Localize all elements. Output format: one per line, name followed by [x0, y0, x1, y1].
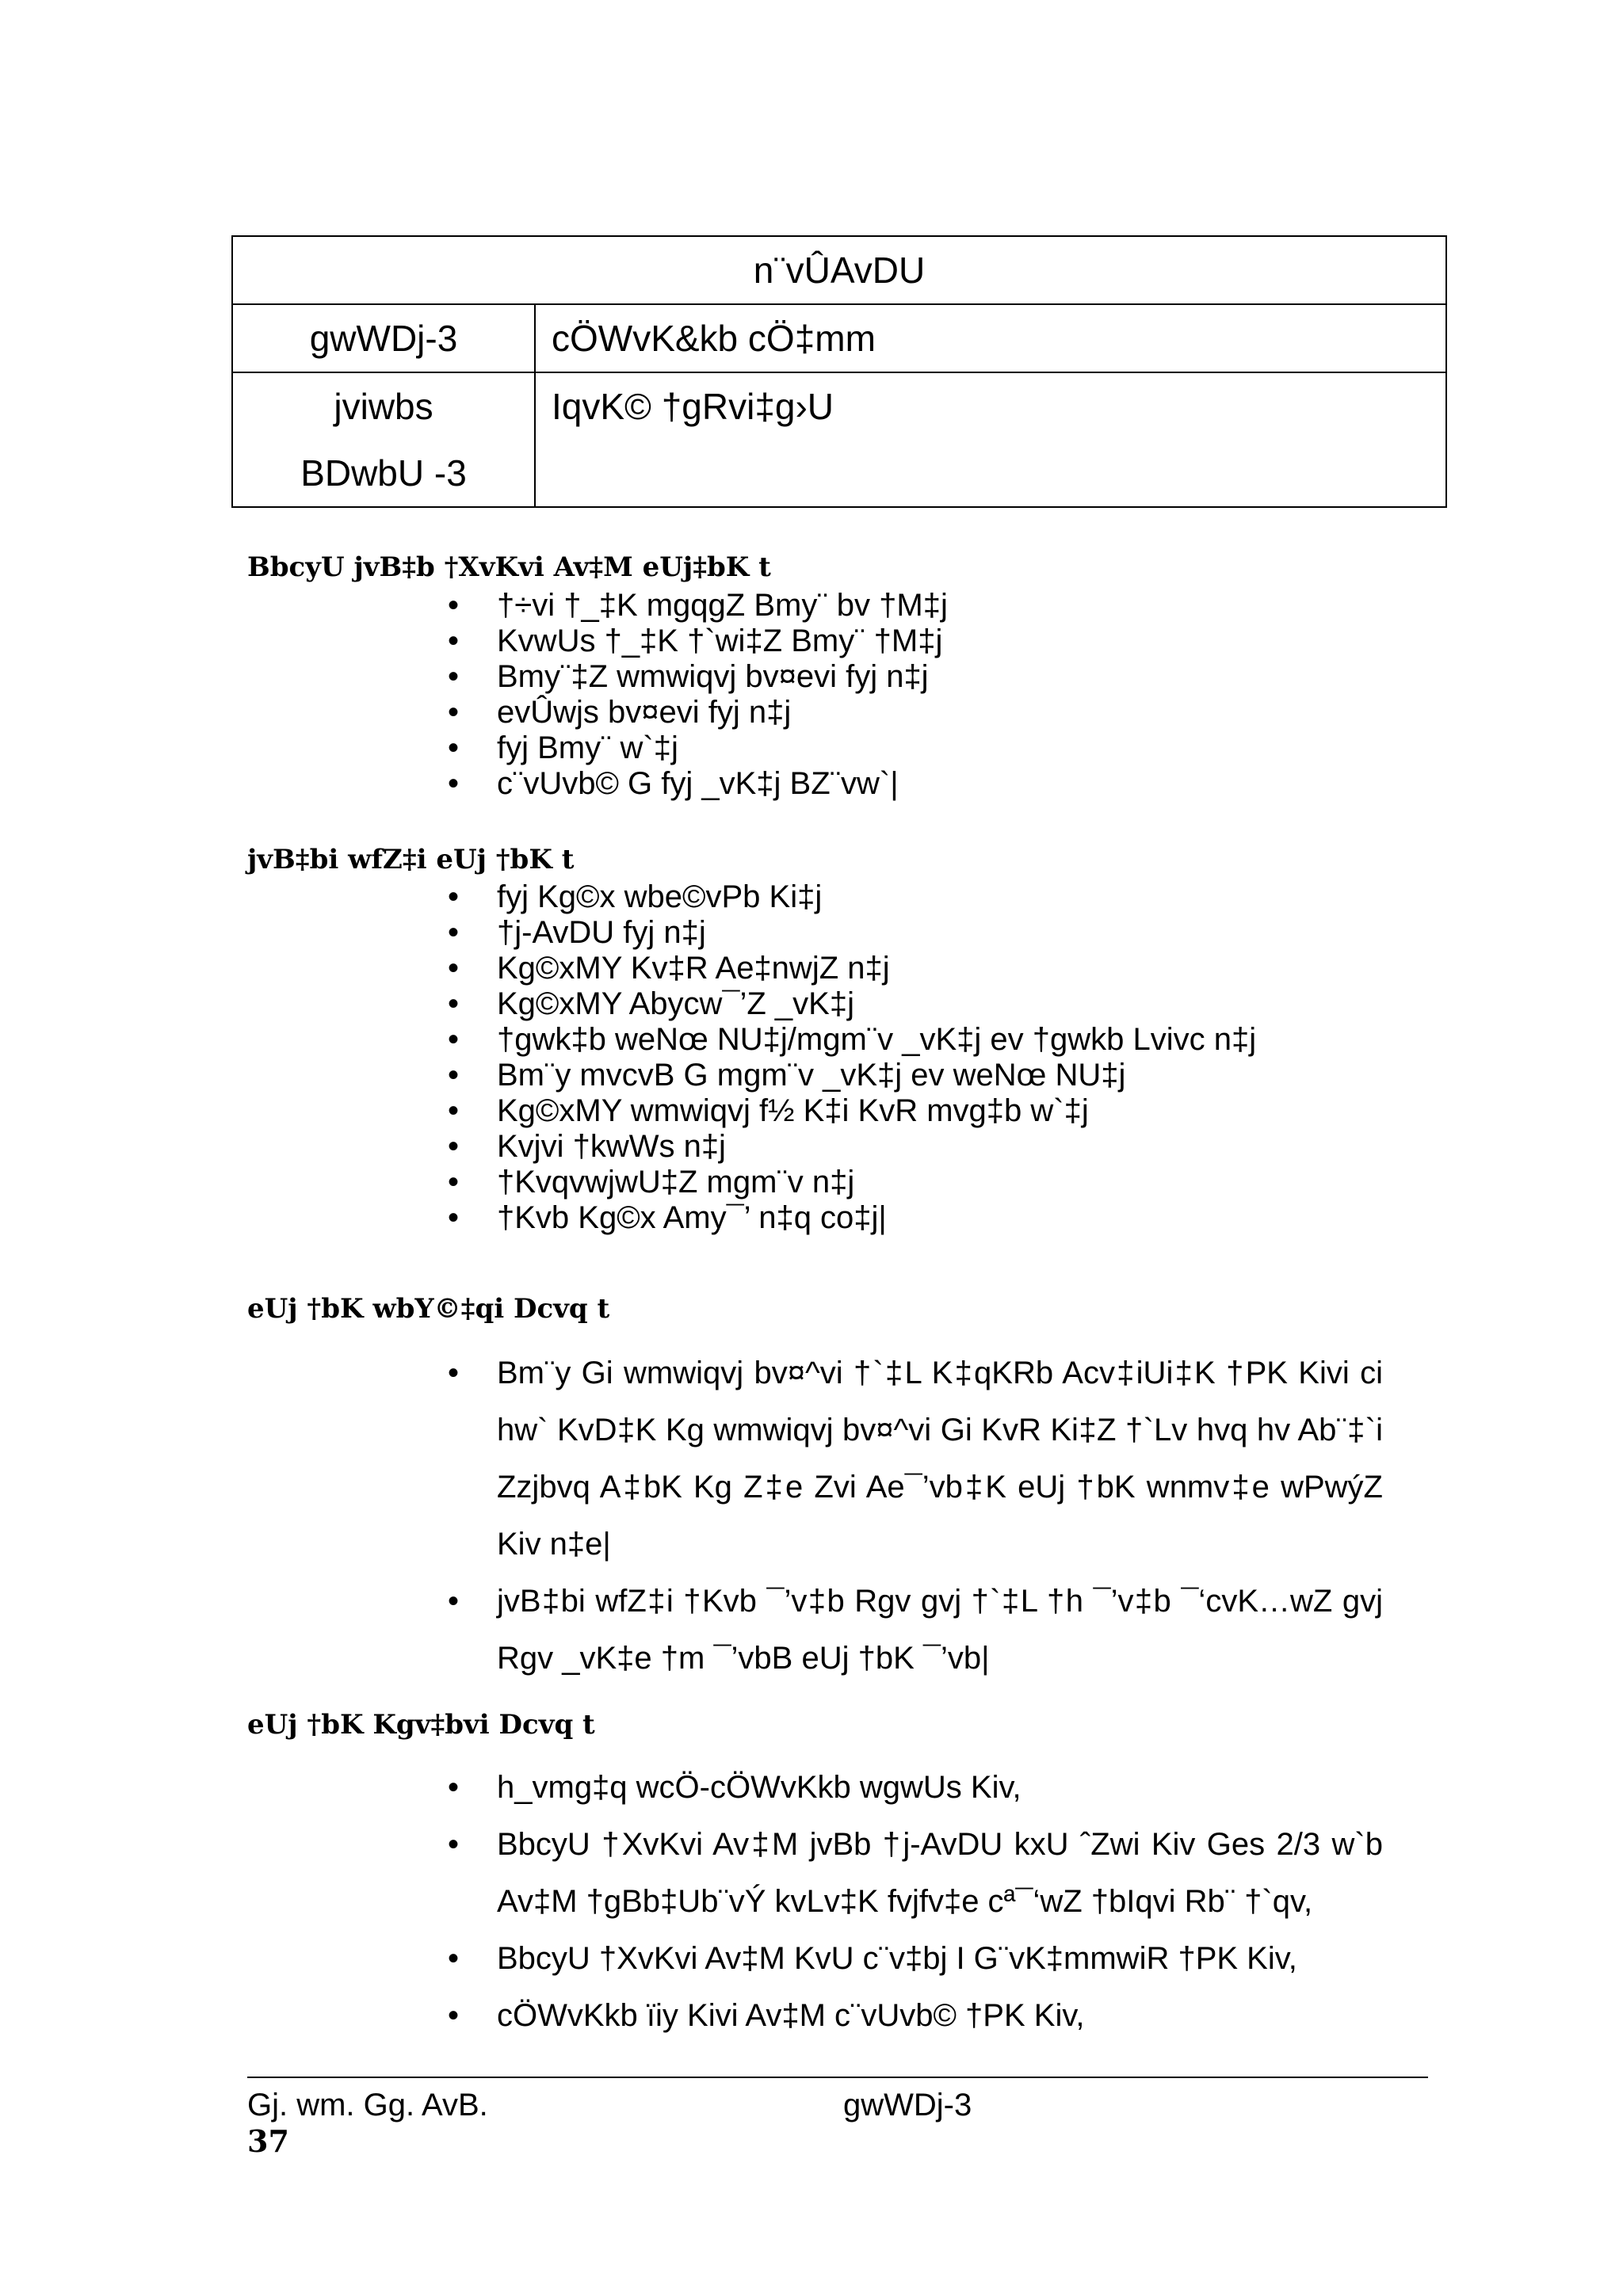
unit-name: IqvK© †gRvi‡g›U — [535, 372, 1446, 507]
footer-divider — [247, 2077, 1428, 2078]
list-item: • †Kvb Kg©x Amy¯’ n‡q co‡j| — [448, 1200, 1256, 1236]
section3-list — [448, 1344, 1383, 1687]
module-label: gwWDj-3 — [232, 304, 535, 372]
list-item: • BbcyU †XvKvi Av‡M jvBb †j-AvDU kxU ˆZwi Kiv Ges 2/3 w`b Av‡M †gBb‡Ub¨vÝ kvLv‡K fvjfv‡e cª¯‘wZ †bIqvi Rb¨ †`qv, — [448, 1816, 1383, 1930]
section4-list — [448, 1759, 1383, 2044]
list-item: • Kg©xMY Kv‡R Ae‡nwjZ n‡j — [448, 951, 1256, 986]
table-title: n¨vÛAvDU — [232, 236, 1446, 304]
module-info-table — [231, 235, 1447, 508]
list-item: • evÛwjs bv¤evi fyj n‡j — [448, 695, 948, 730]
list-item: • KvwUs †_‡K †`wi‡Z Bmy¨ †M‡j — [448, 624, 948, 659]
unit-label — [232, 372, 535, 507]
list-item: • fyj Kg©x wbe©vPb Ki‡j — [448, 879, 1256, 915]
list-item: • Bmy¨‡Z wmwiqvj bv¤evi fyj n‡j — [448, 659, 948, 695]
page-number: 37 — [247, 2123, 289, 2159]
list-item: • jvB‡bi wfZ‡i †Kvb ¯’v‡b Rgv gvj †`‡L †h ¯’v‡b ¯‘cvK…wZ gvj Rgv _vK‡e †m ¯’vbB eUj †bK ¯’vb| — [448, 1573, 1383, 1687]
section4-heading: eUj †bK Kgv‡bvi Dcvq t — [247, 1709, 595, 1741]
unit-label-line1: jviwbs — [334, 386, 433, 427]
list-item: • †gwk‡b weNœ NU‡j/mgm¨v _vK‡j ev †gwkb Lvivc n‡j — [448, 1022, 1256, 1058]
list-item: • Bm¨y Gi wmwiqvj bv¤^vi †`‡L K‡qKRb Acv‡iUi‡K †PK Kivi ci hw` KvD‡K Kg wmwiqvj bv¤^vi Gi KvR Ki‡Z †`Lv hvq hv Ab¨‡`i Zzjbvq A‡bK Kg Z‡e Zvi Ae¯’vb‡K eUj †bK wnmv‡e wPwýZ Kiv n‡e| — [448, 1344, 1383, 1573]
list-item: • †KvqvwjwU‡Z mgm¨v n‡j — [448, 1165, 1256, 1200]
section2-heading: jvB‡bi wfZ‡i eUj †bK t — [247, 844, 575, 875]
list-item: • Kg©xMY Abycw¯’Z _vK‡j — [448, 986, 1256, 1022]
list-item: • Kvjvi †kwWs n‡j — [448, 1129, 1256, 1165]
footer-module: gwWDj-3 — [843, 2088, 972, 2122]
section3-heading: eUj †bK wbY©‡qi Dcvq t — [247, 1293, 610, 1325]
list-item: • c¨vUvb© G fyj _vK‡j BZ¨vw`| — [448, 766, 948, 802]
list-item: • cÖWvKkb ïiy Kivi Av‡M c¨vUvb© †PK Kiv, — [448, 1987, 1383, 2044]
section1-list — [448, 588, 948, 802]
list-item: • BbcyU †XvKvi Av‡M KvU c¨v‡bj I G¨vK‡mmwiR †PK Kiv, — [448, 1930, 1383, 1987]
list-item: • Bm¨y mvcvB G mgm¨v _vK‡j ev weNœ NU‡j — [448, 1058, 1256, 1093]
list-item: • †÷vi †_‡K mgqgZ Bmy¨ bv †M‡j — [448, 588, 948, 624]
list-item: • Kg©xMY wmwiqvj f½ K‡i KvR mvg‡b w`‡j — [448, 1093, 1256, 1129]
list-item: • h_vmg‡q wcÖ-cÖWvKkb wgwUs Kiv, — [448, 1759, 1383, 1816]
list-item: • †j-AvDU fyj n‡j — [448, 915, 1256, 951]
section1-heading: BbcyU jvB‡b †XvKvi Av‡M eUj‡bK t — [247, 551, 771, 583]
unit-label-line2: BDwbU -3 — [300, 452, 467, 494]
list-item: • fyj Bmy¨ w`‡j — [448, 730, 948, 766]
module-name: cÖWvK&kb cÖ‡mm — [535, 304, 1446, 372]
section2-list — [448, 879, 1256, 1236]
footer-organization: Gj. wm. Gg. AvB. — [247, 2088, 488, 2122]
